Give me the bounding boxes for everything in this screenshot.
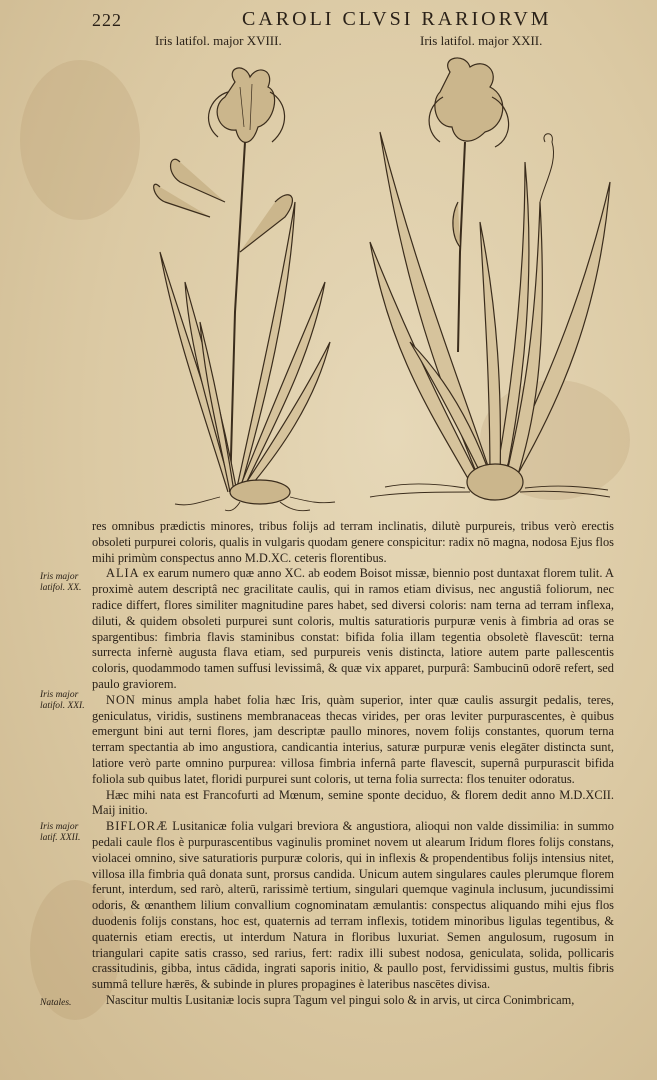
paragraph-1: res omnibus prædictis minores, tribus folijs ad terram inclinatis, dilutè purpureis, tribus verò erectis obsoleti purpurei coloris, qualis in vulgaris quodam genere conspicitur: radix nō magna, nodosa Ejus flos mihi primùm conspectus anno M.D.XC. ceteris florentibus. [92,519,614,565]
page-header [92,8,612,32]
paragraph-3-lead: NON [106,692,136,707]
paragraph-2 [92,566,614,692]
plate-caption-left: Iris latifol. major XVIII. [155,33,282,48]
woodcut-illustration [140,52,620,512]
plate-caption-right: Iris latifol. major XXII. [420,33,543,48]
iris-right-plant [370,58,610,500]
paragraph-5-lead: BIFLORÆ [106,819,169,834]
page-number: 222 [92,10,122,30]
margin-note-2: Iris major latifol. XXI. [40,690,85,711]
paragraph-2-text: ex earum numero quæ anno XC. ab eodem Boisot missæ, biennio post duntaxat florem tulit. A proximè autem descriptâ nec gracilitate caulis, qui in ramos etiam divisus, nec angustiâ foliorum, nec radice differt, flores similiter magnitudine pares habet, sed diversi coloris: nam terna ad terram inflexa, diluti, & quidem obsoleti purpurei sunt coloris, multis saturatioris purpuræ venis à fimbria ad oras se spargentibus: fimbria flavis staminibus constat: bifida folia illam tegentia obsoletè flavescūt: terna surrecta infernè augusta flava etiam, sed purpureis venis distincta, latiore autem parte pallescentis coloris, quodammodo tamen suffusi levissimâ, & quæ vix apparet, purpurâ: Sambucinū odorē refert, sed paulo graviorem. [92,566,614,691]
body-text [92,519,614,1009]
paragraph-5-text: Lusitanicæ folia vulgari breviora & angustiora, alioqui non valde dissimilia: in summo pedali caule flos è purpurascentibus vaginulis prominet novem ut alearum Iridum flores folijs constans, violacei omnino, sive saturatioris purpuræ coloris, qui in inflexis & propendentibus folijs intensius nitet, villosa illa fimbria quâ donata sunt, prorsus candida. Unicum autem singulares caules plerumque florem ferunt, interdum, sed rarò, alterū, rarissimè tertium, singulari quemque vaginula inclusum, jucundissimi odoris, & œnanthem lilium convallium cognominatam æmulantis: conspectus aliquando mihi ejus flos duodenis folijs constans, hoc est, quaternis ad terram inflexis, totidem minoribus ligulas tegentibus, & quaternis etiam erectis, ut interdum Natura in floribus luxuriat. Semen angulosum, rugosum in triangulari capite satis crasso, sed rarius, fert: radix illi subest nodosa, geniculata, solida, pollicaris crassitudinis, gibba, intus cādida, ingrati saporis initio, & paullo post, fervidissimi gustus, multis fibris summâ tellure hærēs, & subinde in plures propagines è lateribus nascētes divisa. [92,819,614,992]
paragraph-3 [92,693,614,788]
paragraph-6: Nascitur multis Lusitaniæ locis supra Tagum vel pingui solo & in arvis, ut circa Conimbricam, [106,992,575,1007]
paragraph-2-lead: ALIA [106,566,140,581]
margin-note-4: Natales. [40,998,72,1008]
running-head: CAROLI CLVSI RARIORVM [242,8,552,30]
margin-note-3: Iris major latif. XXII. [40,822,81,843]
paragraph-3-text: minus ampla habet folia hæc Iris, quàm superior, inter quæ caulis assurgit pedalis, teres, geniculatus, viridis, sustinens membranaceas thecas virides, per oras leviter purpurascentes, è quibus emergunt bini aut terni flores, jam descriptæ paullo minores, novem folijs constantes, quorum terna terram spectantia ab imo angustiora, candicantia interius, saturæ purpuræ venis elegāter distincta sunt, latiore verò parte omnino purpurea: villosa fimbria infernâ parte flavescit, supernâ purpurascit bifida foliola sub quibus latet, floridi purpurei sunt coloris, ut terna folia surrecta: flos tenuiter odoratus. [92,692,614,786]
margin-note-1: Iris major latifol. XX. [40,572,82,593]
paragraph-5 [92,819,614,993]
paragraph-4: Hæc mihi nata est Francofurti ad Mœnum, semine sponte deciduo, & florem dedit anno M.D.XCII. Maij initio. [92,787,614,818]
iris-left-plant [154,68,335,511]
